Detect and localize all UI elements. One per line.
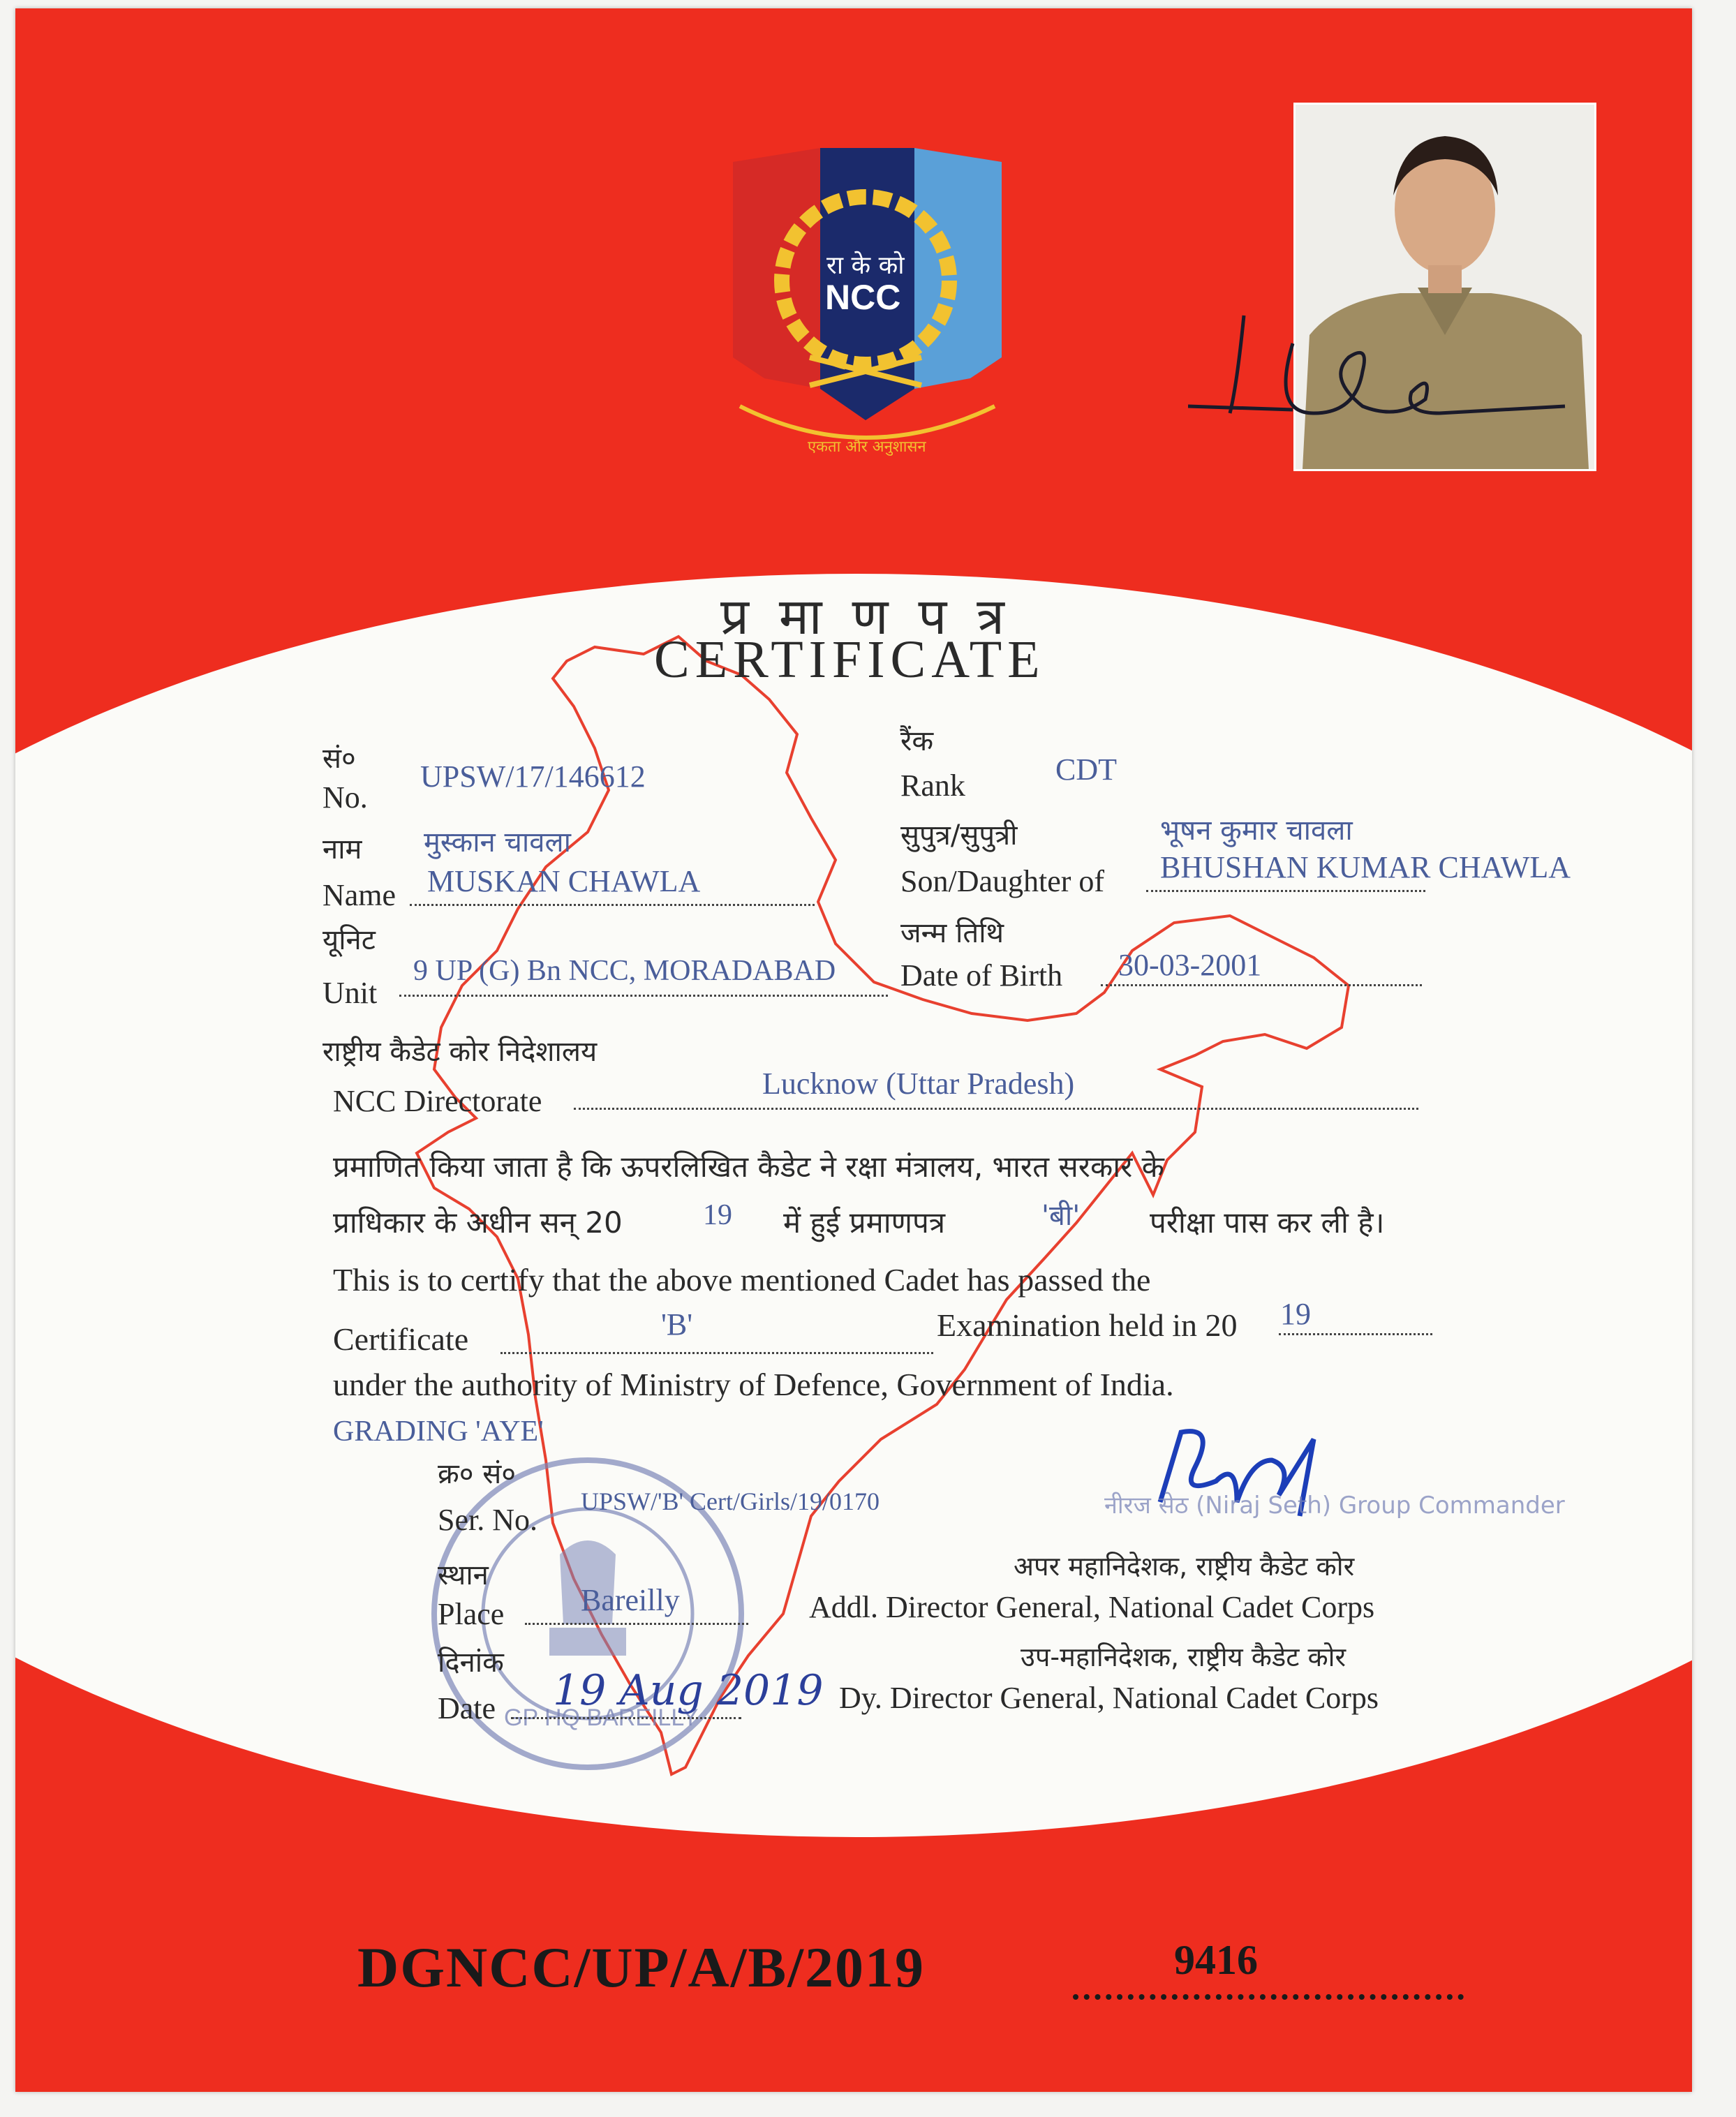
directorate-value: Lucknow (Uttar Pradesh) <box>762 1067 1075 1101</box>
serial-number: 9416 <box>1174 1937 1258 1983</box>
serial-dotted-line <box>1073 1994 1464 2000</box>
cadet-signature <box>1188 302 1579 441</box>
serial-code: DGNCC/UP/A/B/2019 <box>357 1936 925 1999</box>
body-cert-label: Certificate <box>333 1321 469 1357</box>
place-label-hindi: स्थान <box>438 1559 489 1591</box>
sig-english-2: Dy. Director General, National Cadet Corps <box>839 1681 1379 1715</box>
place-dotted-line <box>525 1623 748 1625</box>
date-label-hindi: दिनांक <box>438 1647 504 1679</box>
rank-value: CDT <box>1055 752 1117 787</box>
ser-label: Ser. No. <box>438 1503 537 1537</box>
grading-text: GRADING 'AYE' <box>333 1416 544 1448</box>
parent-dotted-line <box>1146 890 1425 892</box>
unit-label-hindi: यूनिट <box>322 924 376 956</box>
ser-label-hindi: क्र० सं० <box>438 1458 517 1490</box>
date-label: Date <box>438 1691 496 1725</box>
sig-hindi-1: अपर महानिदेशक, राष्ट्रीय कैडेट कोर <box>1014 1551 1355 1582</box>
ser-value: UPSW/'B' Cert/Girls/19/0170 <box>581 1487 880 1515</box>
no-value: UPSW/17/146612 <box>420 759 646 794</box>
body-hindi-cert: 'बी' <box>1041 1200 1081 1232</box>
officer-name-stamp: नीरज सेठ (Niraj Seth) Group Commander <box>1104 1492 1565 1520</box>
place-value: Bareilly <box>581 1583 680 1617</box>
emblem-hindi-initials: रा के को <box>826 251 905 280</box>
certificate-sheet <box>15 8 1692 2092</box>
unit-dotted-line <box>399 995 888 997</box>
body-hindi-line2b: में हुई प्रमाणपत्र <box>783 1205 946 1240</box>
body-hindi-line2a: प्राधिकार के अधीन सन् 20 <box>333 1205 623 1240</box>
parent-label-hindi: सुपुत्र/सुपुत्री <box>900 819 1018 852</box>
date-dotted-line <box>511 1717 741 1719</box>
title-english: CERTIFICATE <box>654 630 1046 689</box>
unit-value: 9 UP (G) Bn NCC, MORADABAD <box>413 955 836 987</box>
rank-label: Rank <box>900 768 965 803</box>
name-label-hindi: नाम <box>322 833 362 866</box>
body-exam-text: Examination held in 20 <box>937 1307 1238 1343</box>
emblem-ncc-text: NCC <box>825 278 901 317</box>
stamp-text: GP HQ BAREILLY <box>504 1704 699 1731</box>
dob-label: Date of Birth <box>900 958 1063 993</box>
parent-value-hindi: भूषन कुमार चावला <box>1160 815 1353 847</box>
name-value: MUSKAN CHAWLA <box>427 864 701 898</box>
dob-dotted-line <box>1101 984 1422 986</box>
body-hindi-line2c: परीक्षा पास कर ली है। <box>1150 1205 1385 1240</box>
rank-label-hindi: रैंक <box>900 725 934 757</box>
name-value-hindi: मुस्कान चावला <box>424 826 571 859</box>
sig-hindi-2: उप-महानिदेशक, राष्ट्रीय कैडेट कोर <box>1021 1642 1346 1672</box>
directorate-dotted-line <box>574 1108 1418 1110</box>
sig-english-1: Addl. Director General, National Cadet Corps <box>809 1590 1375 1624</box>
no-label: No. <box>322 780 368 815</box>
place-label: Place <box>438 1597 505 1631</box>
body-year-dotted-line <box>1279 1333 1432 1335</box>
body-english-line1: This is to certify that the above mentioned Cadet has passed the <box>333 1262 1151 1298</box>
dob-label-hindi: जन्म तिथि <box>900 917 1004 949</box>
directorate-label: NCC Directorate <box>333 1084 542 1118</box>
dob-value: 30-03-2001 <box>1118 948 1262 982</box>
parent-value: BHUSHAN KUMAR CHAWLA <box>1160 850 1571 884</box>
title-hindi: प्र मा ण प त्र <box>720 587 1011 646</box>
parent-label: Son/Daughter of <box>900 864 1105 898</box>
body-cert-dotted-line <box>500 1352 933 1354</box>
body-exam-year: 19 <box>1280 1297 1311 1331</box>
name-label: Name <box>322 878 396 912</box>
no-label-hindi: सं० <box>322 743 356 775</box>
name-dotted-line <box>410 904 815 906</box>
directorate-label-hindi: राष्ट्रीय कैडेट कोर निदेशालय <box>322 1036 598 1068</box>
unit-label: Unit <box>322 976 378 1010</box>
body-hindi-line1: प्रमाणित किया जाता है कि ऊपरलिखित कैडेट ने रक्षा मंत्रालय, भारत सरकार के <box>333 1150 1164 1184</box>
body-cert-value: 'B' <box>661 1307 693 1342</box>
body-english-line3: under the authority of Ministry of Defence, Government of India. <box>333 1367 1174 1402</box>
emblem-motto: एकता और अनुशासन <box>808 438 926 456</box>
date-value: 19 Aug 2019 <box>553 1666 824 1715</box>
body-hindi-year: 19 <box>703 1199 732 1231</box>
